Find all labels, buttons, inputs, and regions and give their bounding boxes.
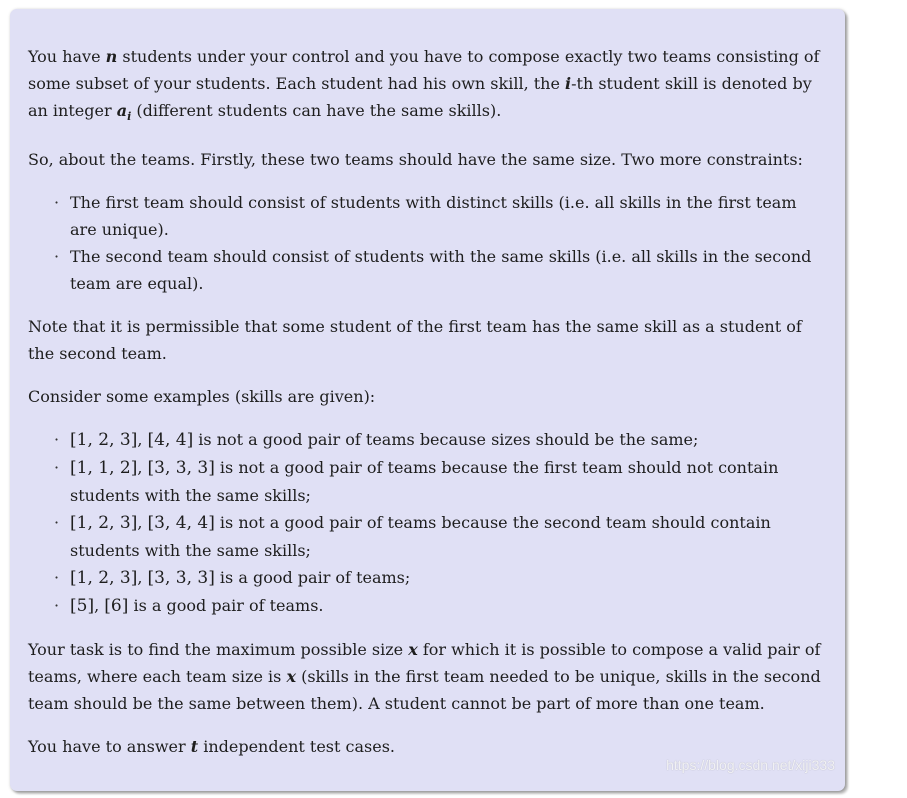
bullet-icon: · bbox=[54, 247, 60, 266]
separator: , bbox=[137, 430, 148, 449]
task-paragraph bbox=[28, 636, 827, 717]
var-x: x bbox=[286, 667, 296, 686]
list-item bbox=[28, 189, 827, 243]
list-item bbox=[28, 592, 827, 620]
team-a-set: [1, 1, 2] bbox=[70, 458, 138, 478]
examples-list bbox=[28, 426, 827, 620]
separator: , bbox=[137, 513, 148, 532]
example-text: is a good pair of teams. bbox=[128, 596, 324, 615]
list-item bbox=[28, 454, 827, 509]
intro-text-4: (different students can have the same skills). bbox=[131, 101, 502, 120]
task-text-3: (skills in the first team needed to be unique, skills in the second team should be the same between them). A student cannot be part of more than one team. bbox=[28, 667, 821, 713]
var-a-subscript: i bbox=[127, 110, 132, 123]
task-text-1: Your task is to find the maximum possible size bbox=[28, 640, 409, 659]
intro-paragraph bbox=[28, 43, 827, 130]
team-b-set: [3, 3, 3] bbox=[147, 458, 215, 478]
bullet-icon: · bbox=[54, 568, 60, 587]
bullet-icon: · bbox=[54, 458, 60, 477]
team-b-set: [3, 3, 3] bbox=[147, 568, 215, 588]
answer-text-1: You have to answer bbox=[28, 737, 191, 756]
var-a-base: a bbox=[116, 101, 128, 120]
constraints-list bbox=[28, 189, 827, 297]
example-text: is not a good pair of teams because sizes should be the same; bbox=[193, 430, 699, 449]
team-a-set: [5] bbox=[70, 596, 95, 616]
var-a bbox=[116, 101, 132, 123]
var-x: x bbox=[408, 640, 418, 659]
var-n: n bbox=[105, 47, 118, 66]
team-b-set: [4, 4] bbox=[147, 430, 194, 450]
bullet-icon: · bbox=[54, 193, 60, 212]
list-item bbox=[28, 426, 827, 454]
intro-text-3: -th student skill is denoted by an integer bbox=[28, 74, 812, 120]
list-item bbox=[28, 243, 827, 297]
teams-intro-paragraph: So, about the teams. Firstly, these two teams should have the same size. Two more constraints: bbox=[28, 150, 803, 169]
example-text: is not a good pair of teams because the first team should not contain students with the same skills; bbox=[70, 458, 779, 505]
team-a-set: [1, 2, 3] bbox=[70, 513, 138, 533]
examples-intro-paragraph: Consider some examples (skills are given): bbox=[28, 387, 376, 406]
team-a-set: [1, 2, 3] bbox=[70, 430, 138, 450]
var-t: t bbox=[190, 737, 199, 756]
example-text: is not a good pair of teams because the second team should contain students with the same skills; bbox=[70, 513, 771, 560]
note-paragraph: Note that it is permissible that some student of the first team has the same skill as a student of the second team. bbox=[28, 317, 802, 363]
intro-text-1: You have bbox=[28, 47, 106, 66]
list-item bbox=[28, 509, 827, 564]
answer-text-2: independent test cases. bbox=[198, 737, 395, 756]
watermark: https://blog.csdn.net/xiji333 bbox=[666, 757, 835, 773]
intro-text-2: students under your control and you have to compose exactly two teams consisting of some subset of your students. Each student had his own skill, the bbox=[28, 47, 820, 93]
constraint-text: The first team should consist of students with distinct skills (i.e. all skills in the first team are unique). bbox=[70, 193, 797, 239]
bullet-icon: · bbox=[54, 596, 60, 615]
bullet-icon: · bbox=[54, 513, 60, 532]
separator: , bbox=[94, 596, 105, 615]
var-i: i bbox=[565, 74, 572, 93]
separator: , bbox=[137, 568, 148, 587]
problem-statement-card bbox=[10, 9, 845, 791]
team-a-set: [1, 2, 3] bbox=[70, 568, 138, 588]
team-b-set: [6] bbox=[104, 596, 129, 616]
example-text: is a good pair of teams; bbox=[214, 568, 411, 587]
team-b-set: [3, 4, 4] bbox=[147, 513, 215, 533]
bullet-icon: · bbox=[54, 430, 60, 449]
list-item bbox=[28, 564, 827, 592]
task-text-2: for which it is possible to compose a valid pair of teams, where each team size is bbox=[28, 640, 821, 686]
constraint-text: The second team should consist of students with the same skills (i.e. all skills in the second team are equal). bbox=[70, 247, 812, 293]
separator: , bbox=[137, 458, 148, 477]
